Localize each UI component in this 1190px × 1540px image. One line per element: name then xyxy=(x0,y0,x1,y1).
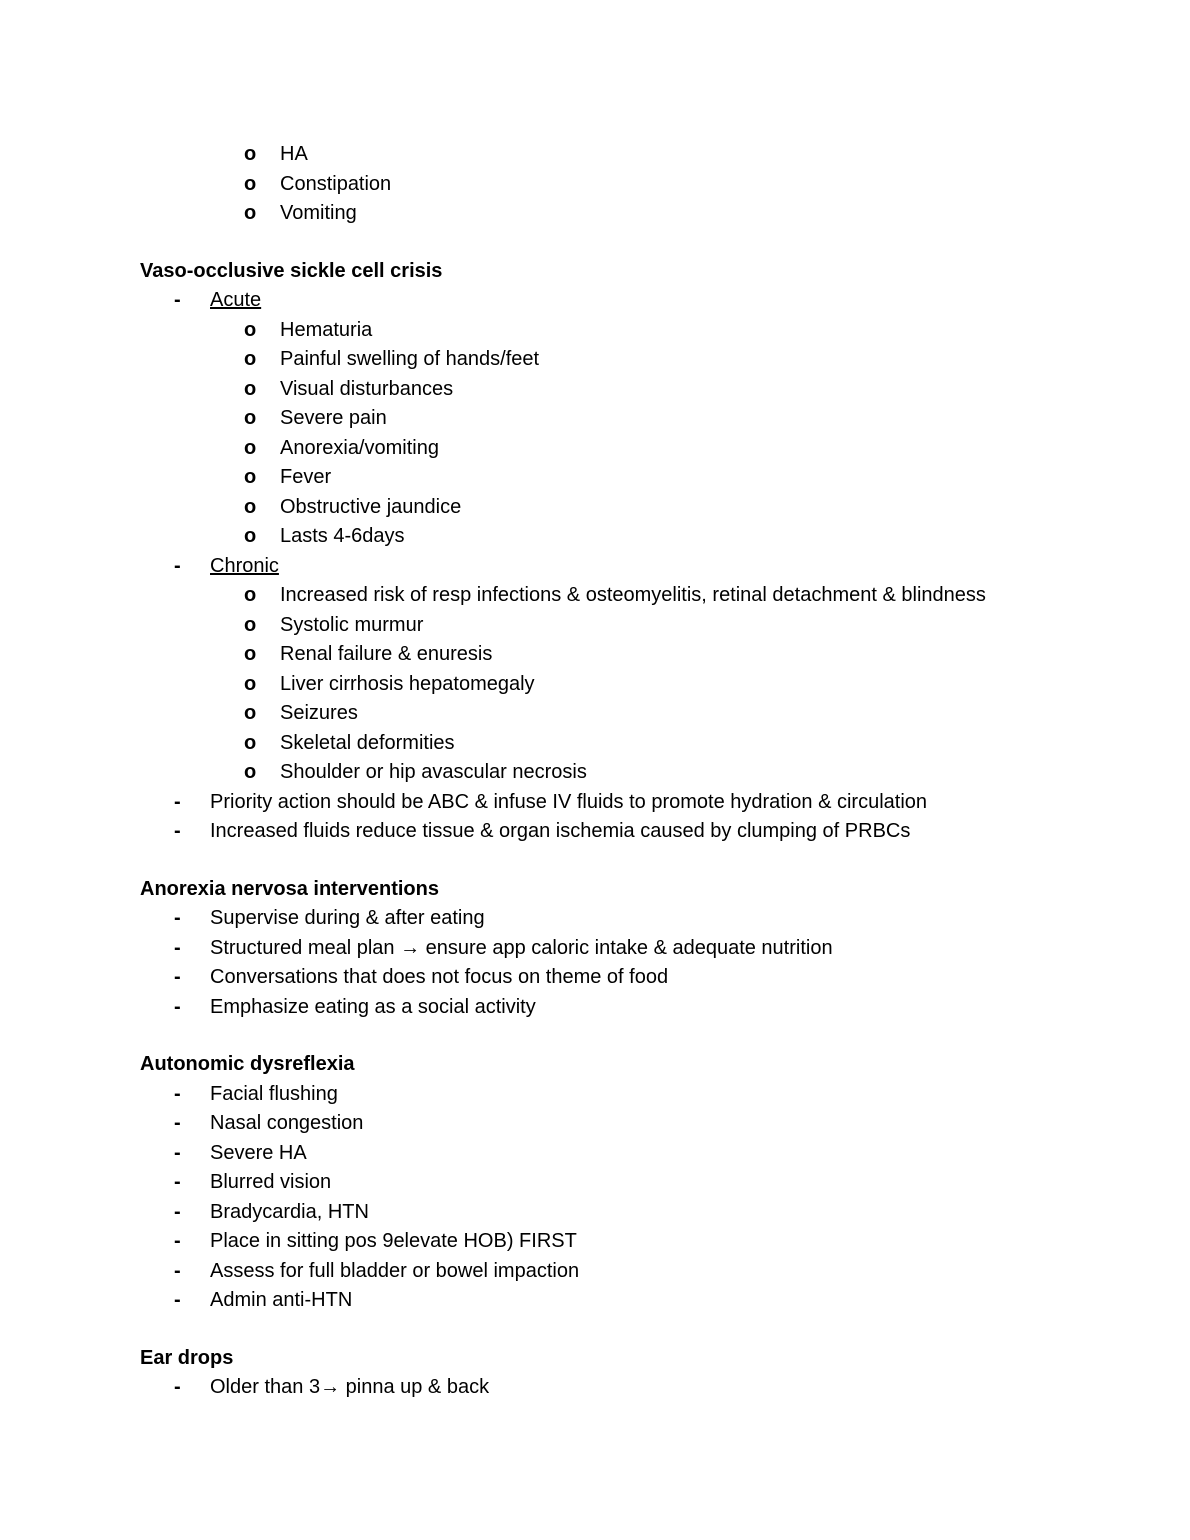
list-item: - Emphasize eating as a social activity xyxy=(140,993,1080,1023)
list-item: - Supervise during & after eating xyxy=(140,904,1080,934)
dash-bullet: - xyxy=(174,936,181,959)
circle-bullet: o xyxy=(244,672,257,695)
dash-bullet: - xyxy=(174,790,181,813)
dash-bullet: - xyxy=(174,966,181,988)
circle-bullet: o xyxy=(244,495,257,518)
circle-bullet: o xyxy=(244,143,257,165)
dash-bullet: - xyxy=(174,289,181,311)
dash-bullet: - xyxy=(174,1230,181,1252)
dash-bullet: - xyxy=(174,820,181,842)
spacer xyxy=(140,847,1080,875)
list-item: o Seizures xyxy=(140,699,1080,729)
circle-bullet: o xyxy=(244,466,257,488)
list-item: o Systolic murmur xyxy=(140,611,1080,641)
circle-bullet: o xyxy=(244,377,257,400)
list-item: o Painful swelling of hands/feet xyxy=(140,345,1080,375)
document-page xyxy=(140,140,1080,1403)
circle-bullet: o xyxy=(244,407,257,429)
list-item: o Skeletal deformities xyxy=(140,729,1080,759)
list-item: - Place in sitting pos 9elevate HOB) FIRST xyxy=(140,1227,1080,1257)
list-item: - Nasal congestion xyxy=(140,1109,1080,1139)
dash-bullet: - xyxy=(174,1171,181,1193)
subheading-acute: - Acute xyxy=(140,286,1080,316)
spacer xyxy=(140,229,1080,257)
section-heading-anorexia: Anorexia nervosa interventions xyxy=(140,877,439,900)
list-item: - Facial flushing xyxy=(140,1080,1080,1110)
spacer xyxy=(140,1022,1080,1050)
dash-bullet: - xyxy=(174,1289,181,1311)
dash-bullet: - xyxy=(174,1376,181,1398)
section-heading-autonomic: Autonomic dysreflexia xyxy=(140,1053,355,1075)
list-item: - Older than 3→ pinna up & back xyxy=(140,1373,1080,1403)
list-item: - Conversations that does not focus on theme of food xyxy=(140,963,1080,993)
spacer xyxy=(140,1316,1080,1344)
list-item: - Structured meal plan → ensure app caloric intake & adequate nutrition xyxy=(140,934,1080,964)
circle-bullet: o xyxy=(244,172,257,195)
list-item: o Fever xyxy=(140,463,1080,493)
section-heading-sickle-cell: Vaso-occlusive sickle cell crisis xyxy=(140,259,443,282)
list-item: o HA xyxy=(140,140,1080,170)
dash-bullet: - xyxy=(174,554,181,577)
dash-bullet: - xyxy=(174,1141,181,1164)
dash-bullet: - xyxy=(174,1259,181,1282)
list-item: o Shoulder or hip avascular necrosis xyxy=(140,758,1080,788)
list-item: o Increased risk of resp infections & osteomyelitis, retinal detachment & blindness xyxy=(140,581,1080,611)
circle-bullet: o xyxy=(244,584,257,606)
list-item: o Hematuria xyxy=(140,316,1080,346)
subheading-chronic: - Chronic xyxy=(140,552,1080,582)
dash-bullet: - xyxy=(174,1112,181,1134)
list-item: - Increased fluids reduce tissue & organ ischemia caused by clumping of PRBCs xyxy=(140,817,1080,847)
list-item: o Severe pain xyxy=(140,404,1080,434)
dash-bullet: - xyxy=(174,995,181,1018)
list-item: o Vomiting xyxy=(140,199,1080,229)
circle-bullet: o xyxy=(244,613,257,636)
list-item: o Visual disturbances xyxy=(140,375,1080,405)
list-item: o Constipation xyxy=(140,170,1080,200)
list-item: o Liver cirrhosis hepatomegaly xyxy=(140,670,1080,700)
list-item: - Admin anti-HTN xyxy=(140,1286,1080,1316)
circle-bullet: o xyxy=(244,643,257,665)
list-item: o Anorexia/vomiting xyxy=(140,434,1080,464)
list-item: - Bradycardia, HTN xyxy=(140,1198,1080,1228)
circle-bullet: o xyxy=(244,525,257,547)
circle-bullet: o xyxy=(244,731,257,754)
dash-bullet: - xyxy=(174,1200,181,1223)
circle-bullet: o xyxy=(244,436,257,459)
list-item: - Blurred vision xyxy=(140,1168,1080,1198)
circle-bullet: o xyxy=(244,761,257,783)
list-item: o Obstructive jaundice xyxy=(140,493,1080,523)
list-item: - Severe HA xyxy=(140,1139,1080,1169)
list-item: - Priority action should be ABC & infuse IV fluids to promote hydration & circulation xyxy=(140,788,1080,818)
list-item: o Lasts 4-6days xyxy=(140,522,1080,552)
list-item: - Assess for full bladder or bowel impaction xyxy=(140,1257,1080,1287)
circle-bullet: o xyxy=(244,202,257,224)
circle-bullet: o xyxy=(244,318,257,341)
circle-bullet: o xyxy=(244,702,257,724)
dash-bullet: - xyxy=(174,1082,181,1105)
dash-bullet: - xyxy=(174,907,181,929)
section-heading-ear-drops: Ear drops xyxy=(140,1346,234,1369)
circle-bullet: o xyxy=(244,348,257,370)
list-item: o Renal failure & enuresis xyxy=(140,640,1080,670)
